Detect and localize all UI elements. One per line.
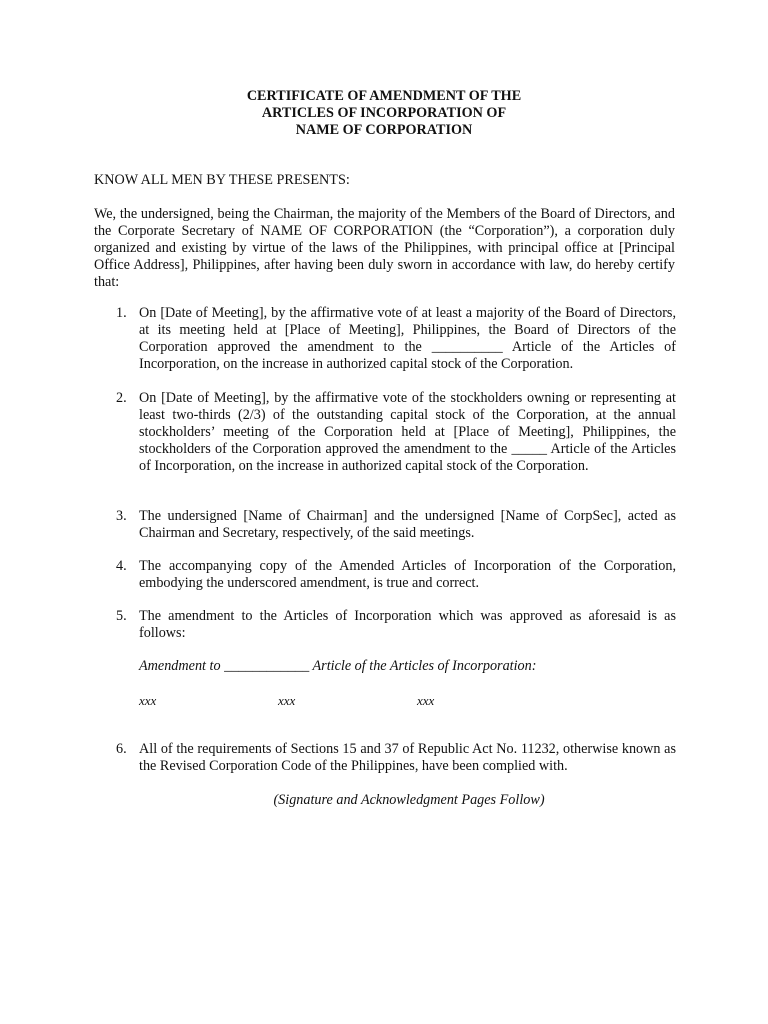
list-item-2 — [116, 390, 676, 475]
list-item-text: The accompanying copy of the Amended Articles of Incorporation of the Corporation, embodying the underscored amendment, is true and correct. — [139, 558, 676, 591]
list-item-text: On [Date of Meeting], by the affirmative vote of at least a majority of the Board of Directors, at its meeting held at [Place of Meeting], Philippines, the Board of Directors of the Corporation approved the amendment to the __________ Article of the Articles of Incorporation, on the increase in authorized capital stock of the Corporation. — [139, 305, 676, 372]
placeholder-text-1: xxx — [139, 693, 157, 708]
list-item-4 — [116, 558, 676, 592]
placeholder-text-3: xxx — [417, 693, 435, 708]
list-item-number: 3. — [116, 508, 127, 524]
list-item-text: All of the requirements of Sections 15 and 37 of Republic Act No. 11232, otherwise known as the Revised Corporation Code of the Philippines, have been complied with. — [139, 741, 676, 774]
placeholder-text-2: xxx — [278, 693, 296, 708]
list-item-number: 6. — [116, 741, 127, 757]
list-item-number: 2. — [116, 390, 127, 406]
list-item-number: 1. — [116, 305, 127, 321]
title-line-1: CERTIFICATE OF AMENDMENT OF THE — [246, 88, 522, 104]
list-item-6 — [116, 741, 676, 775]
list-item-number: 5. — [116, 608, 127, 624]
list-item-5 — [116, 608, 676, 642]
list-item-number: 4. — [116, 558, 127, 574]
list-item-text: On [Date of Meeting], by the affirmative vote of the stockholders owning or representing at least two-thirds (2/3) of the outstanding capital stock of the Corporation, at the annual stockholders’ meeting of the Corporation held at [Place of Meeting], Philippines, the stockholders of the Corporation approved the amendment to the _____ Article of the Articles of Incorporation, on the increase in authorized capital stock of the Corporation. — [139, 390, 676, 474]
follow-note: (Signature and Acknowledgment Pages Follow) — [273, 792, 545, 808]
list-item-3 — [116, 508, 676, 542]
amendment-line: Amendment to ____________ Article of the Articles of Incorporation: — [139, 658, 537, 674]
document-title — [0, 88, 768, 139]
list-item-text: The undersigned [Name of Chairman] and the undersigned [Name of CorpSec], acted as Chairman and Secretary, respectively, of the said meetings. — [139, 508, 676, 541]
intro-paragraph: We, the undersigned, being the Chairman, the majority of the Members of the Board of Directors, and the Corporate Secretary of NAME OF CORPORATION (the “Corporation”), a corporation duly organized and existing by virtue of the laws of the Philippines, with principal office at [Principal Office Address], Philippines, after having been duly sworn in accordance with law, do hereby certify that: — [94, 206, 675, 290]
list-item-text: The amendment to the Articles of Incorporation which was approved as aforesaid is as follows: — [139, 608, 676, 641]
salutation: KNOW ALL MEN BY THESE PRESENTS: — [94, 172, 350, 188]
list-item-1 — [116, 305, 676, 373]
title-line-2: ARTICLES OF INCORPORATION OF — [261, 105, 507, 121]
title-line-3: NAME OF CORPORATION — [295, 122, 473, 138]
